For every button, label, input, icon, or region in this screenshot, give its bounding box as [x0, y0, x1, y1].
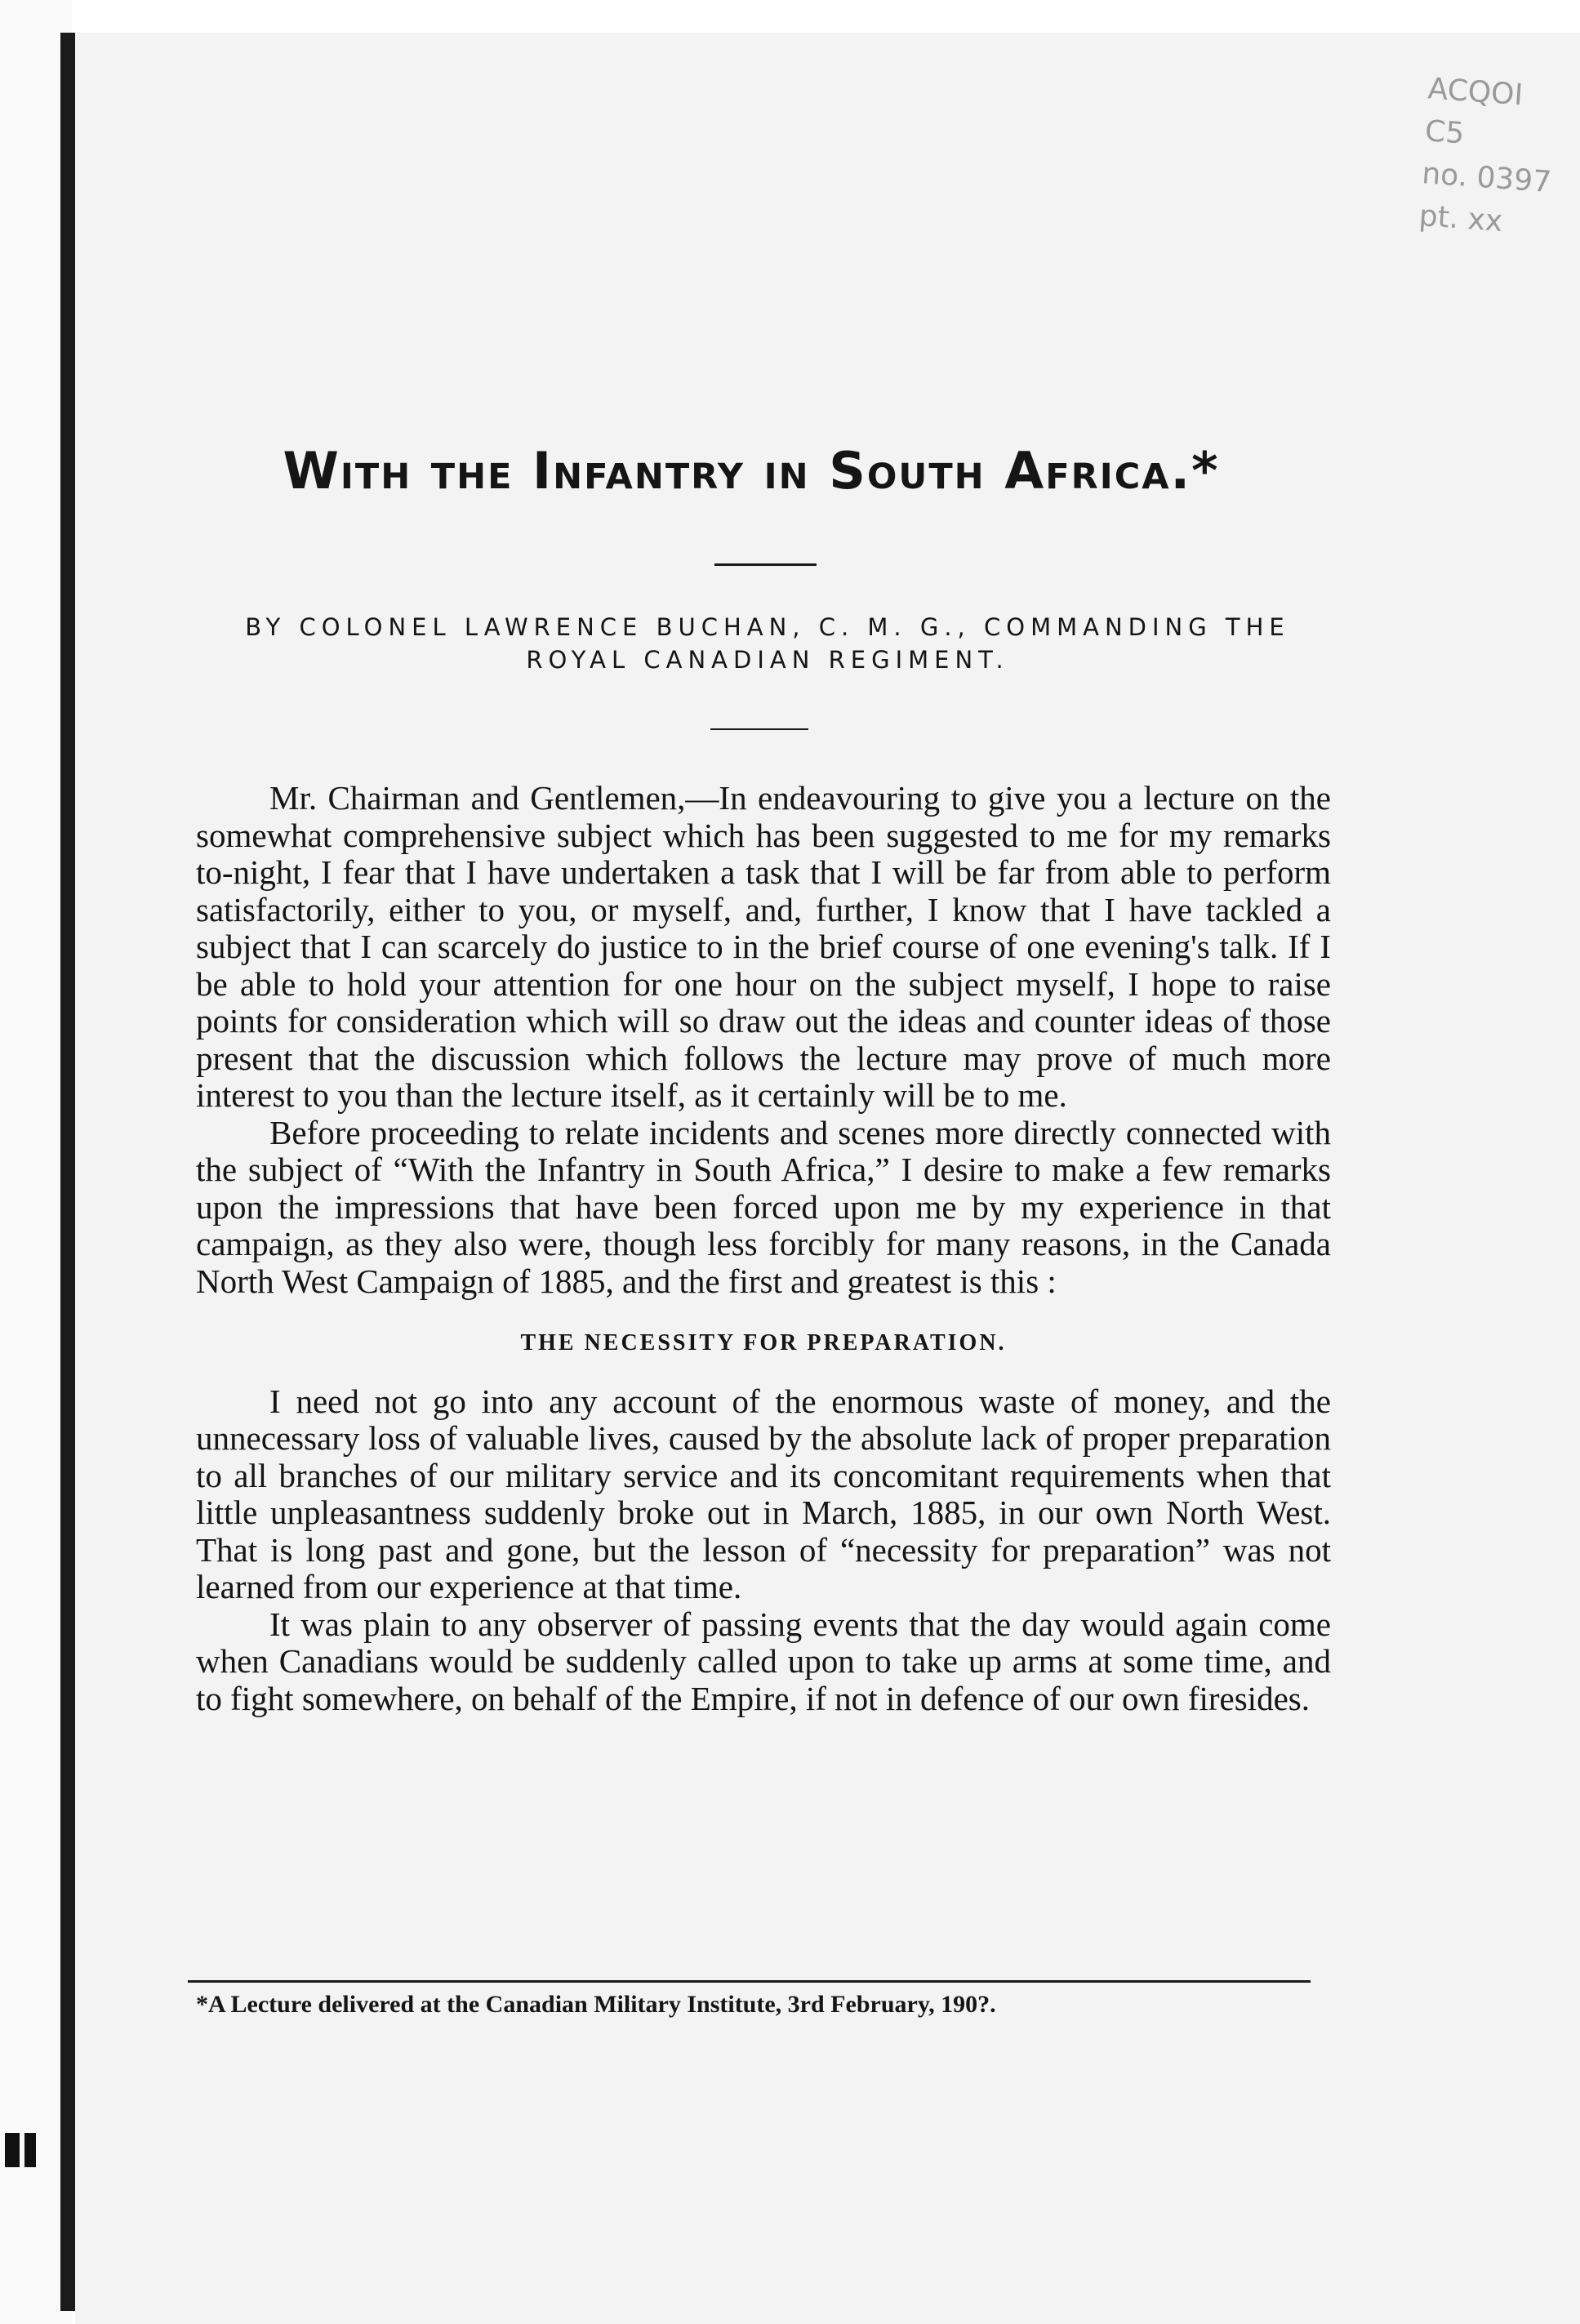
- scan-tab-mark: [24, 2133, 36, 2167]
- scan-top-margin: [72, 0, 1580, 33]
- byline: BY COLONEL LAWRENCE BUCHAN, C. M. G., COMMANDING THE ROYAL CANADIAN REGIMENT.: [245, 613, 1290, 674]
- title-rule: [714, 563, 817, 566]
- paragraph: It was plain to any observer of passing events that the day would again come when Canadians would be suddenly called upon to take up arms at some time, and to fight somewhere, on behalf of the Empire, if not in defence of our own firesides.: [196, 1605, 1331, 1717]
- paragraph: I need not go into any account of the enormous waste of money, and the unnecessary loss of valuable lives, caused by the absolute lack of proper preparation to all branches of our military service and its concomitant requirements when that little unpleasantness suddenly broke out in March, 1885, in our own North West. That is long past and gone, but the lesson of “necessity for preparation” was not learned from our experience at that time.: [196, 1382, 1331, 1605]
- handwritten-archive-note: ACQOI C5 no. 0397 pt. xx: [1418, 72, 1553, 238]
- paragraph: Before proceeding to relate incidents and scenes more directly connected with the subject of “With the Infantry in South Africa,” I desire to make a few remarks upon the impressions that have been forced upon me by my experience in that campaign, as they also were, though less forcibly for many reasons, in the Canada North West Campaign of 1885, and the first and greatest is this :: [196, 1113, 1331, 1300]
- page-title: With the Infantry in South Africa.*: [283, 441, 1220, 501]
- footnote: *A Lecture delivered at the Canadian Military Institute, 3rd February, 190?.: [196, 1991, 996, 2018]
- footnote-rule: [188, 1980, 1311, 1983]
- paragraph: Mr. Chairman and Gentlemen,—In endeavouring to give you a lecture on the somewhat comprehensive subject which has been suggested to me for my remarks to-night, I fear that I have undertaken a task that I will be far from able to perform satisfactorily, either to you, or myself, and, further, I know that I have tackled a subject that I can scarcely do justice to in the brief course of one evening's talk. If I be able to hold your attention for one hour on the subject myself, I hope to raise points for consideration which will so draw out the ideas and counter ideas of those present that the discussion which follows the lecture may prove of much more interest to you than the lecture itself, as it certainly will be to me.: [196, 779, 1331, 1114]
- section-heading: THE NECESSITY FOR PREPARATION.: [520, 1330, 1007, 1356]
- binding-edge: [60, 33, 75, 2311]
- document-body: [196, 780, 1331, 1717]
- byline-rule: [710, 728, 808, 730]
- scan-tab-mark: [5, 2133, 20, 2167]
